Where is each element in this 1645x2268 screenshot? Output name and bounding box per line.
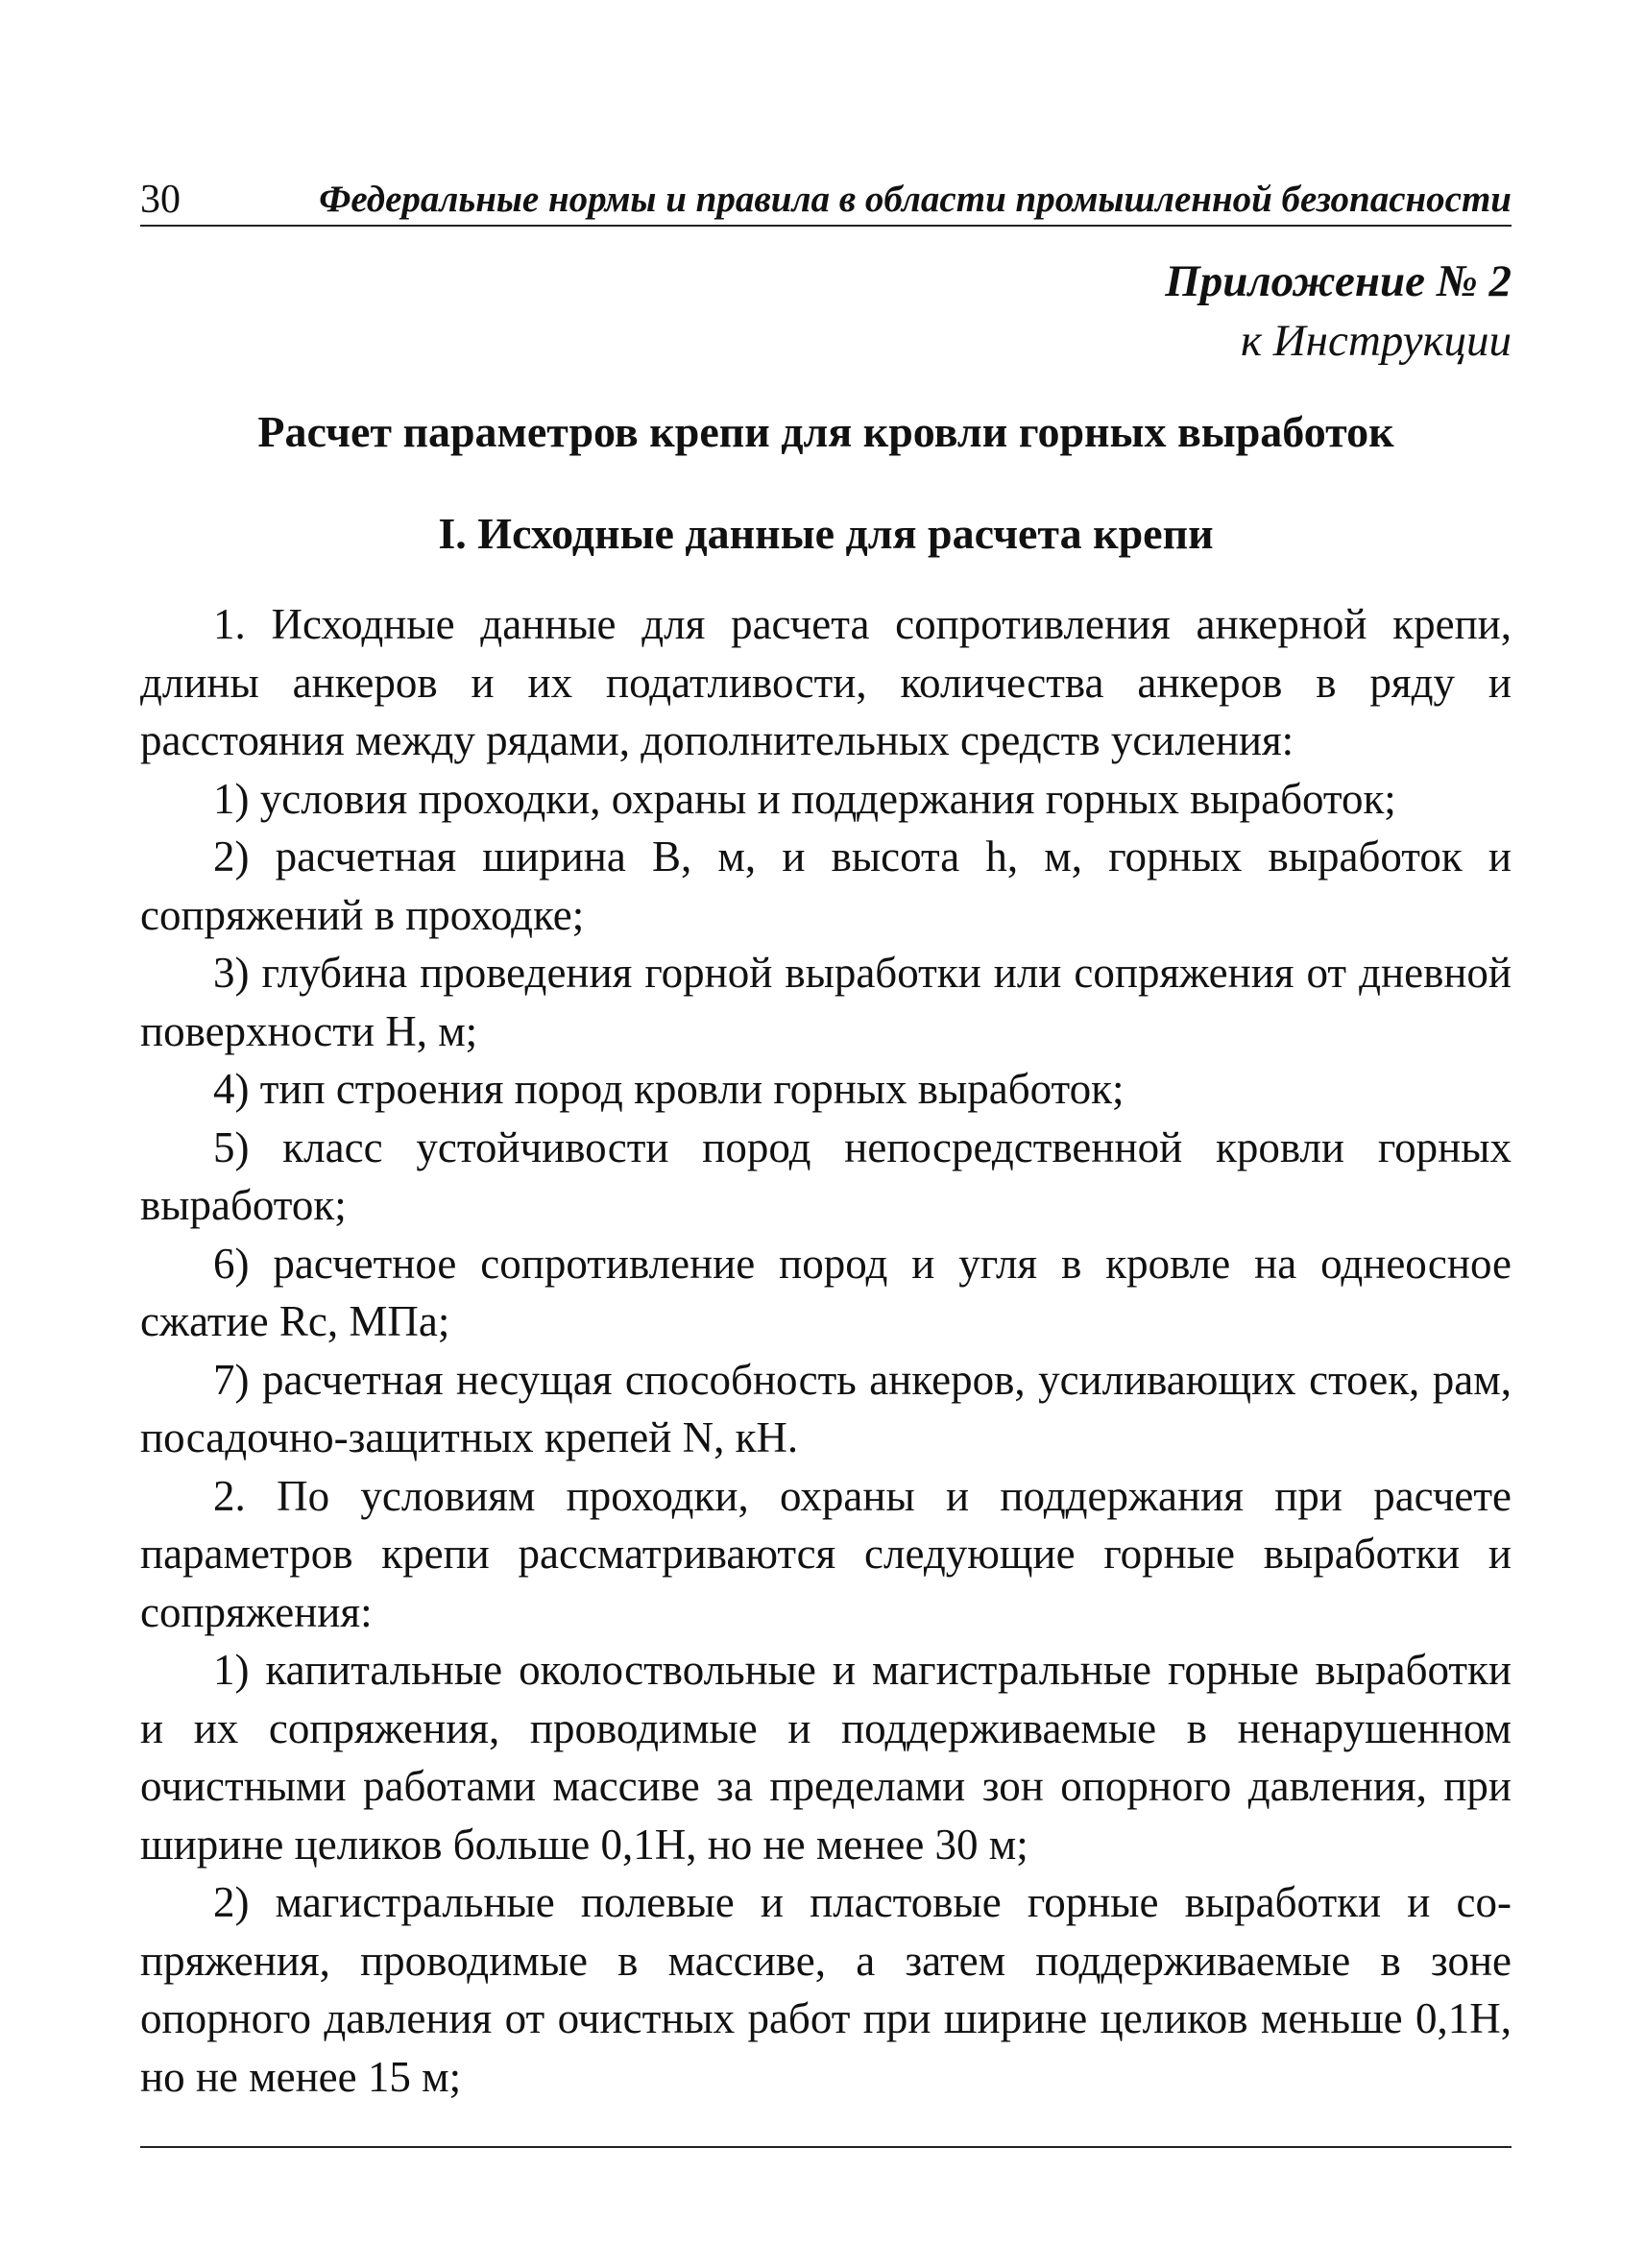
paragraph: 7) расчетная несущая способность анкеров, усиливающих стоек, рам, посадочно-защитных крепей N, кН. <box>140 1355 1512 1461</box>
paragraph: 1. Исходные данные для расчета сопротивления анкерной крепи, длины анкеров и их податливости, количества анкеров в ряду и расстояния между рядами, дополнительных средств усиления: <box>140 600 1512 764</box>
footer-rule <box>140 2146 1512 2148</box>
paragraph: 1) условия проходки, охраны и поддержания горных выработок; <box>213 774 1396 823</box>
paragraph: 5) класс устойчивости пород непосредственной кровли горных выработок; <box>140 1122 1512 1229</box>
running-title: Федеральные нормы и правила в области промышленной безопасности <box>319 179 1512 220</box>
paragraph: 4) тип строения пород кровли горных выработок; <box>213 1065 1125 1113</box>
paragraph: 6) расчетное сопротивление пород и угля в кровле на однеосное сжатие Rс, МПа; <box>140 1239 1512 1345</box>
paragraph: 3) глубина проведения горной выработки или сопряжения от дневной поверхности H, м; <box>140 949 1512 1055</box>
page-number: 30 <box>140 178 181 222</box>
document-title: Расчет параметров крепи для кровли горных выработок <box>257 407 1394 456</box>
paragraph: 2. По условиям проходки, охраны и поддержания при расчете параметров крепи рассматриваются следующие горные выработки и сопряжения: <box>140 1471 1512 1636</box>
appendix-reference <box>1165 252 1512 371</box>
running-header <box>140 175 1512 227</box>
appendix-sublabel: к Инструкции <box>1240 316 1512 366</box>
appendix-label: Приложение № 2 <box>1165 256 1512 306</box>
paragraph: 2) магистральные полевые и пластовые горные выработки и сопряжения, проводимые в массиве, а затем поддерживаемые в зоне опорного давления от очистных работ при ширине целиков меньше 0,1H, но не менее 15 м; <box>140 1878 1512 2101</box>
section-title: I. Исходные данные для расчета крепи <box>438 509 1214 558</box>
paragraph: 2) расчетная ширина B, м, и высота h, м, горных выработок и сопряжений в проходке; <box>140 832 1512 939</box>
paragraph: 1) капитальные околоствольные и магистральные горные выработки и их сопряжения, проводимые и поддерживаемые в ненарушенном очистными работами массиве за пределами зон опорного давления, при ширине целиков больше 0,1H, но не менее 30 м; <box>140 1646 1512 1869</box>
body-text <box>140 595 1512 2106</box>
